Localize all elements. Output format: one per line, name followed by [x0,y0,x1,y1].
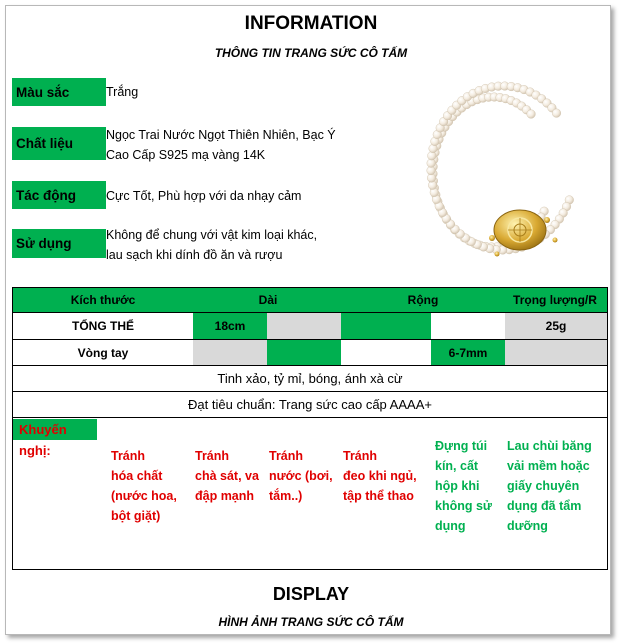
advice-item: Lau chùi băng vải mềm hoặc giấy chuyên dụng đã tẩm dưỡng [507,439,592,533]
page-title: INFORMATION [244,13,378,34]
row-width: 6-7mm [431,340,505,365]
attr-value-usage-line1: Không để chung với vật kim loại khác, [106,228,318,242]
note-quality: Tinh xảo, tỷ mỉ, bóng, ánh xà cừ [12,366,608,392]
size-row-overall [12,313,608,340]
header-length: Dài [193,288,343,312]
advice-item: Tránh chà sát, va đập mạnh [195,449,259,503]
header-width: Rộng [343,288,503,312]
attr-value-color: Trắng [106,85,139,99]
advice-label: Khuyến nghị: [13,419,97,440]
pearl-bead [527,110,536,119]
advice-item: Tránh nước (bơi, tắm..) [269,449,333,503]
pearl-bead [552,109,561,118]
row-weight: 25g [505,313,607,339]
advice-item: Tránh đeo khi ngủ, tập thể thao [343,449,417,503]
attr-label-usage: Sử dụng [12,229,106,258]
header-weight: Trọng lượng/R [503,288,607,312]
page-subtitle: THÔNG TIN TRANG SỨC CÔ TẤM [214,46,408,60]
display-title: DISPLAY [272,584,350,604]
display-subtitle: HÌNH ẢNH TRANG SỨC CÔ TẤM [218,615,404,629]
attr-value-effect: Cực Tốt, Phù hợp với da nhạy cảm [106,189,302,203]
attr-label-effect: Tác động [12,181,106,209]
advice-item: Tránh hóa chất (nước hoa, bột giặt) [111,449,177,523]
row-length [193,340,267,365]
row-name: TỔNG THỂ [13,313,193,339]
attr-label-color: Màu sắc [12,78,106,106]
row-width-pre [341,340,431,365]
size-table-header [12,287,608,313]
attr-label-material: Chất liệu [12,127,106,160]
header-size: Kích thước [13,288,193,312]
attr-value-material-line2: Cao Cấp S925 mạ vàng 14K [106,148,266,162]
row-width-extra [431,313,505,339]
row-length: 18cm [193,313,267,339]
row-length-extra [267,313,341,339]
note-standard: Đạt tiêu chuẩn: Trang sức cao cấp AAAA+ [12,392,608,418]
attr-value-usage-line2: lau sạch khi dính đồ ăn và rượu [106,248,283,262]
row-weight [505,340,607,365]
advice-item: Đựng túi kín, cất hộp khi không sử dụng [435,439,492,533]
row-length-extra [267,340,341,365]
attr-value-material-line1: Ngọc Trai Nước Ngọt Thiên Nhiên, Bạc Ý [106,128,336,142]
pearl-bracelet-image [405,80,605,270]
row-width [341,313,431,339]
row-name: Vòng tay [13,340,193,365]
size-row-bracelet [12,340,608,366]
